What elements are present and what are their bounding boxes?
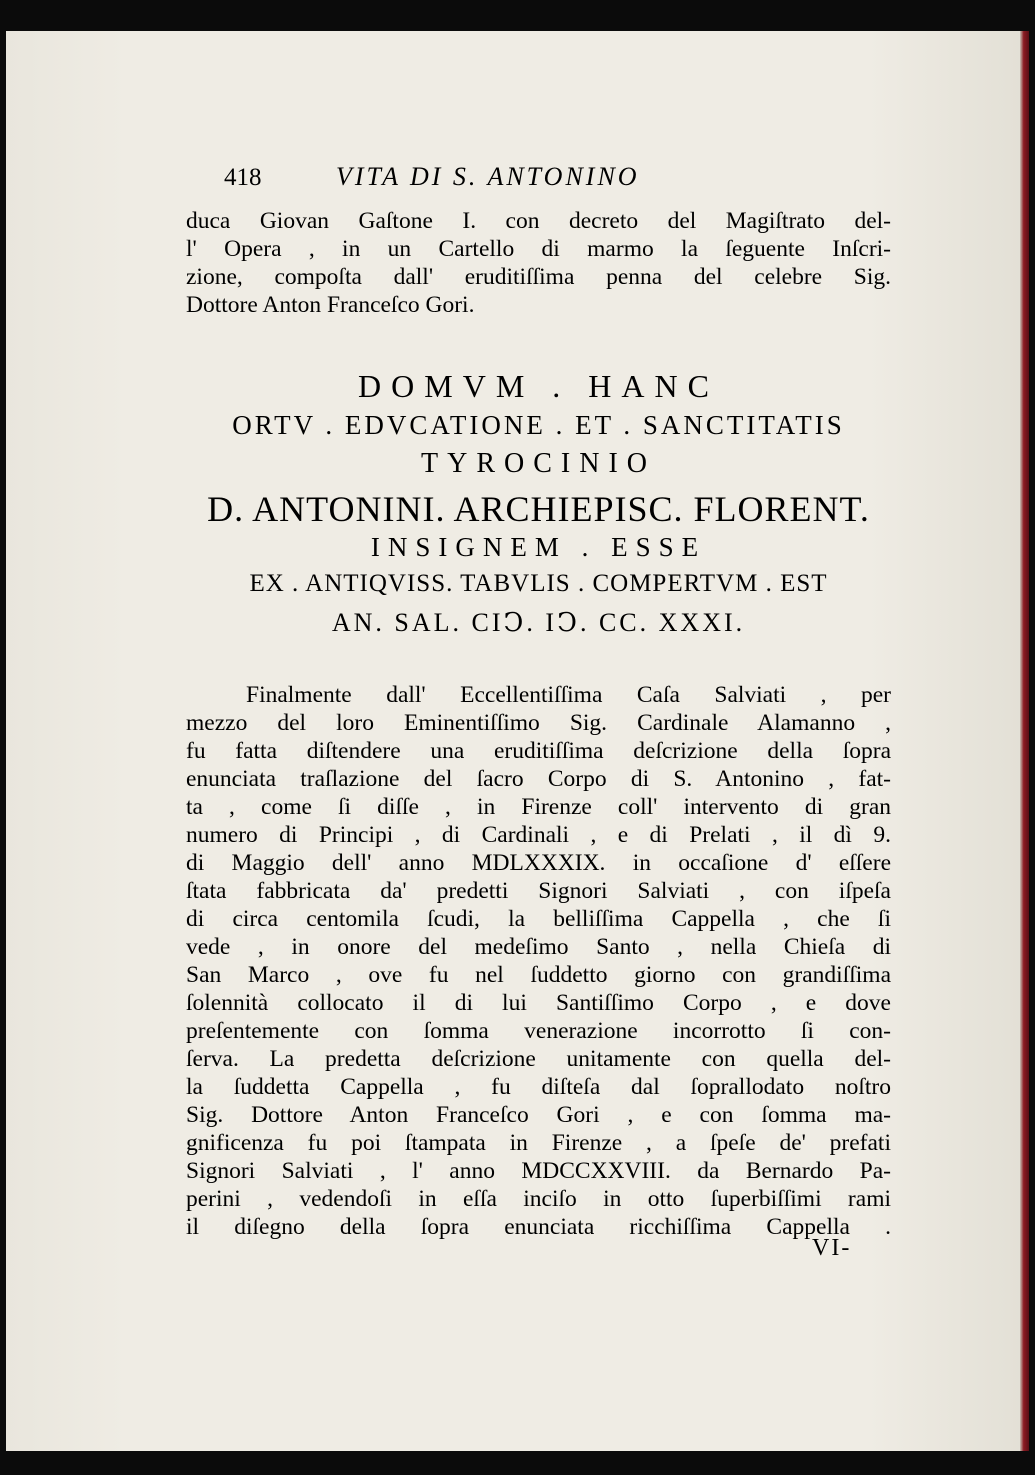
text-line: perini , vedendoſi in eſſa inciſo in otto ſuperbiſſimi rami (186, 1186, 891, 1212)
text-line: zione, compoſta dall' eruditiſſima penna del celebre Sig. (186, 264, 891, 290)
text-line: la ſuddetta Cappella , fu diſteſa dal ſoprallodato noſtro (186, 1074, 891, 1100)
book-edge (1020, 31, 1029, 1451)
text-line: enunciata traſlazione del ſacro Corpo di S. Antonino , fat- (186, 766, 891, 792)
inscription-line: D. ANTONINI. ARCHIEPISC. FLORENT. (207, 489, 870, 529)
text-line: vede , in onore del medeſimo Santo , nella Chieſa di (186, 934, 891, 960)
text-line: l' Opera , in un Cartello di marmo la ſeguente Inſcri- (186, 236, 891, 262)
text-line: numero di Principi , di Cardinali , e di Prelati , il dì 9. (186, 822, 891, 848)
text-line: Finalmente dall' Eccellentiſſima Caſa Salviati , per (246, 682, 891, 708)
running-header (224, 162, 744, 202)
text-line: mezzo del loro Eminentiſſimo Sig. Cardinale Alamanno , (186, 710, 891, 736)
text-line: duca Giovan Gaſtone I. con decreto del Magiſtrato del- (186, 208, 891, 234)
inscription-line: EX . ANTIQVISS. TABVLIS . COMPERTVM . EST (249, 570, 828, 597)
inscription-line: ORTV . EDVCATIONE . ET . SANCTITATIS (232, 410, 845, 440)
inscription-line: AN. SAL. CIↃ. IↃ. CC. XXXI. (331, 608, 746, 637)
text-line: Dottore Anton Franceſco Gori. (186, 292, 475, 318)
text-line: il diſegno della ſopra enunciata ricchiſſima Cappella . (186, 1214, 891, 1240)
text-line: di circa centomila ſcudi, la belliſſima Cappella , che ſi (186, 906, 891, 932)
text-line: ſolennità collocato il di lui Santiſſimo Corpo , e dove (186, 990, 891, 1016)
catchword: VI- (812, 1235, 852, 1261)
text-line: ſtata fabbricata da' predetti Signori Salviati , con iſpeſa (186, 878, 891, 904)
inscription-line: TYROCINIO (421, 448, 656, 479)
text-line: Sig. Dottore Anton Franceſco Gori , e con ſomma ma- (186, 1102, 891, 1128)
text-line: di Maggio dell' anno MDLXXXIX. in occaſione d' eſſere (186, 850, 891, 876)
text-line: gnificenza fu poi ſtampata in Firenze , a ſpeſe de' prefati (186, 1130, 891, 1156)
text-line: San Marco , ove fu nel ſuddetto giorno con grandiſſima (186, 962, 891, 988)
inscription-line: DOMVM . HANC (358, 368, 719, 404)
text-line: preſentemente con ſomma venerazione incorrotto ſi con- (186, 1018, 891, 1044)
running-title: VITA DI S. ANTONINO (336, 162, 640, 191)
text-line: fu fatta diſtendere una eruditiſſima deſcrizione della ſopra (186, 738, 891, 764)
text-line: ta , come ſi diſſe , in Firenze coll' intervento di gran (186, 794, 891, 820)
text-line: Signori Salviati , l' anno MDCCXXVIII. da Bernardo Pa- (186, 1158, 891, 1184)
inscription-line: INSIGNEM . ESSE (370, 532, 707, 562)
page-number: 418 (224, 164, 262, 191)
text-line: ſerva. La predetta deſcrizione unitamente con quella del- (186, 1046, 891, 1072)
